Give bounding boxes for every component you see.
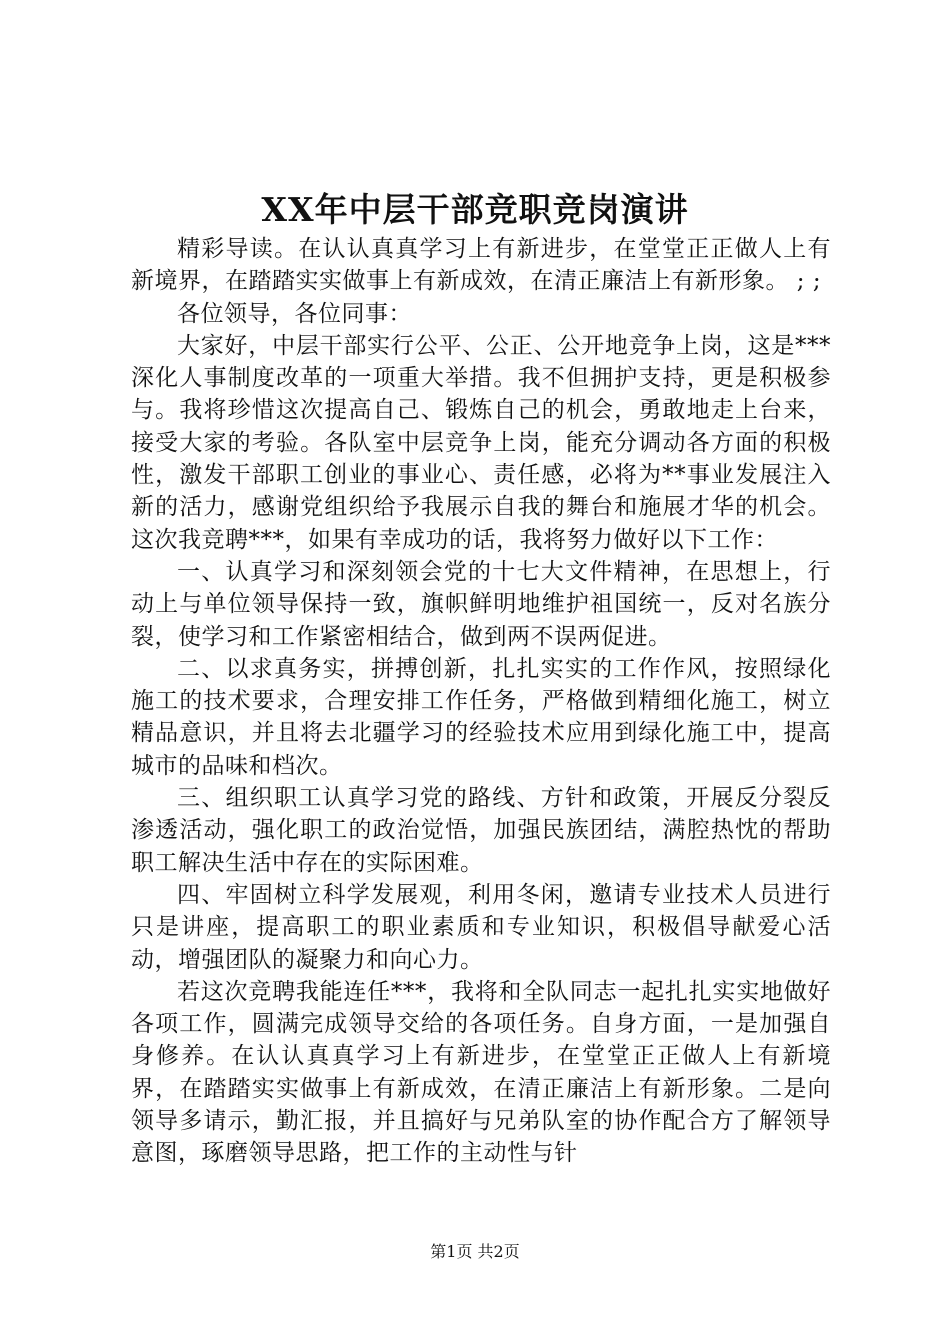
paragraph-salutation: 各位领导，各位同事： <box>177 300 412 327</box>
paragraph-opening: 大家好，中层干部实行公平、公正、公开地竞争上岗，这是***深化人事制度改革的一项重大举措。我不但拥护支持，更是积极参与。我将珍惜这次提高自己、锻炼自己的机会，勇敢地走上台来，接受大家的考验。各队室中层竞争上岗，能充分调动各方面的积极性，激发干部职工创业的事业心、责任感，必将为**事业发展注入新的活力，感谢党组织给予我展示自我的舞台和施展才华的机会。这次我竞聘***，如果有幸成功的话，我将努力做好以下工作： <box>131 332 831 553</box>
page-number-footer: 第1页 共2页 <box>430 1242 520 1261</box>
document-body <box>131 233 831 1170</box>
paragraph-point-two: 二、以求真务实，拼搏创新，扎扎实实的工作作风，按照绿化施工的技术要求，合理安排工作任务，严格做到精细化施工，树立精品意识，并且将去北疆学习的经验技术应用到绿化施工中，提高城市的品味和档次。 <box>131 655 831 779</box>
paragraph-closing: 若这次竞聘我能连任***，我将和全队同志一起扎扎实实地做好各项工作，圆满完成领导交给的各项任务。自身方面，一是加强自身修养。在认认真真学习上有新进步，在堂堂正正做人上有新境界，在踏踏实实做事上有新成效，在清正廉洁上有新形象。二是向领导多请示，勤汇报，并且搞好与兄弟队室的协作配合方了解领导意图，琢磨领导思路，把工作的主动性与针 <box>131 978 831 1167</box>
paragraph-point-three: 三、组织职工认真学习党的路线、方针和政策，开展反分裂反渗透活动，强化职工的政治觉悟，加强民族团结，满腔热忱的帮助职工解决生活中存在的实际困难。 <box>131 785 831 876</box>
paragraph-point-four: 四、牢固树立科学发展观，利用冬闲，邀请专业技术人员进行只是讲座，提高职工的职业素质和专业知识，积极倡导献爱心活动，增强团队的凝聚力和向心力。 <box>131 881 831 973</box>
paragraph-intro: 精彩导读。在认认真真学习上有新进步，在堂堂正正做人上有新境界，在踏踏实实做事上有新成效，在清正廉洁上有新形象。 ; ; <box>131 236 831 295</box>
paragraph-point-one: 一、认真学习和深刻领会党的十七大文件精神，在思想上，行动上与单位领导保持一致，旗帜鲜明地维护祖国统一，反对名族分裂，使学习和工作紧密相结合，做到两不误两促进。 <box>131 558 831 650</box>
document-title: XX年中层干部竞职竞岗演讲 <box>261 190 689 229</box>
